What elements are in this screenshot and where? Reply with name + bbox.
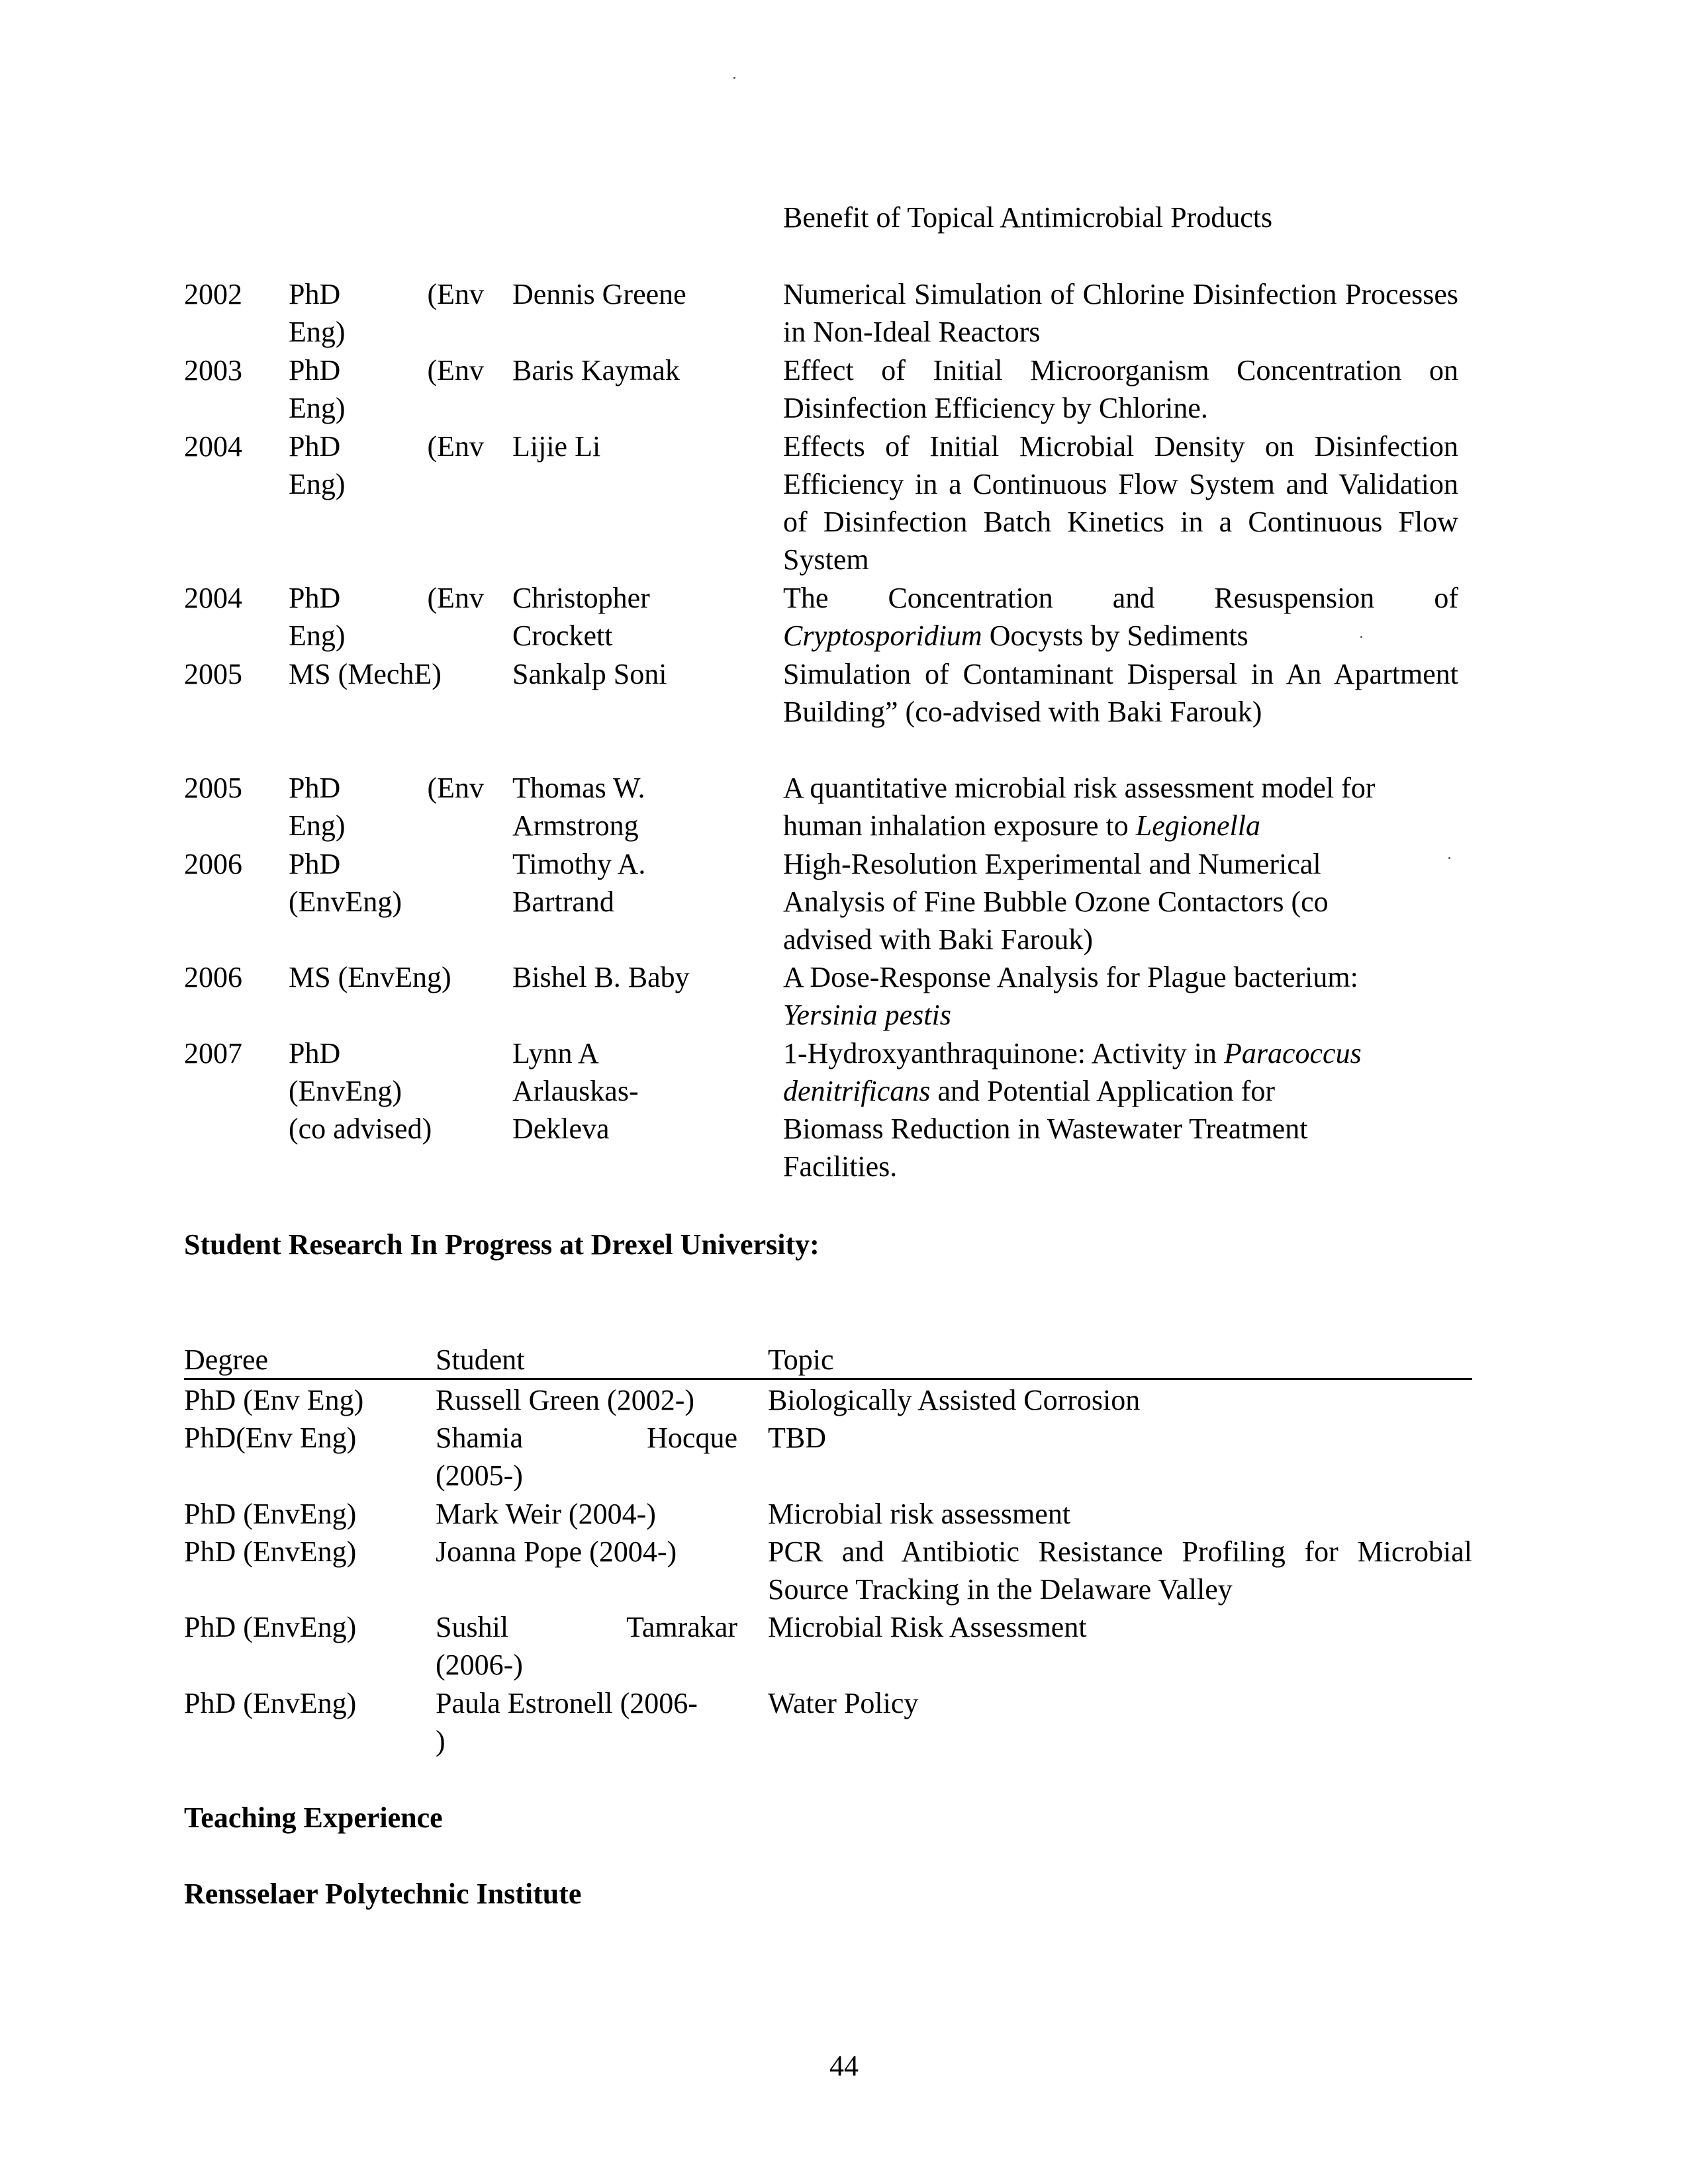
year-cell: 2004 xyxy=(184,582,242,614)
degree-text: (EnvEng) xyxy=(289,1075,402,1107)
column-header-student: Student xyxy=(436,1343,525,1376)
topic-text: human inhalation exposure to xyxy=(783,809,1136,842)
degree-text: PhD xyxy=(289,582,341,614)
topic-cell xyxy=(783,958,1458,1034)
student-name: Tamrakar xyxy=(626,1611,737,1643)
student-name: Shamia xyxy=(436,1422,523,1454)
subsection-heading: Rensselaer Polytechnic Institute xyxy=(184,1878,582,1910)
degree-cell: PhD (EnvEng) xyxy=(184,1498,357,1530)
organism-name: Cryptosporidium xyxy=(783,619,982,652)
degree-text: (Env xyxy=(427,354,484,387)
degree-text: Eng) xyxy=(289,809,346,842)
topic-cell: TBD xyxy=(768,1422,826,1454)
degree-cell xyxy=(289,428,484,503)
student-name: Lijie Li xyxy=(512,430,601,463)
degree-cell: PhD (EnvEng) xyxy=(184,1687,357,1719)
student-cell xyxy=(512,428,600,465)
student-cell xyxy=(512,351,680,389)
degree-cell: PhD (EnvEng) xyxy=(184,1611,357,1643)
degree-cell: PhD(Env Eng) xyxy=(184,1422,357,1454)
topic-line: A quantitative microbial risk assessment model for xyxy=(783,772,1376,804)
topic-text: Oocysts by Sediments xyxy=(982,619,1248,652)
student-name: Lynn A xyxy=(512,1037,599,1069)
student-years: ) xyxy=(436,1725,445,1757)
degree-text: (Env xyxy=(427,772,484,804)
topic-line: Facilities. xyxy=(783,1150,898,1183)
topic-line xyxy=(783,996,1458,1034)
topic-cell: Simulation of Contaminant Dispersal in An Apartment Building” (co-advised with Baki Farouk) xyxy=(783,658,1458,728)
degree-text: PhD xyxy=(289,848,341,880)
student-cell: Mark Weir (2004-) xyxy=(436,1498,656,1530)
topic-text: 1-Hydroxyanthraquinone: Activity in xyxy=(783,1037,1224,1069)
degree-text: PhD xyxy=(289,772,341,804)
student-name: Sushil xyxy=(436,1611,509,1643)
topic-cell: PCR and Antibiotic Resistance Profiling for Microbial Source Tracking in the Delaware Valley xyxy=(768,1535,1472,1606)
student-cell: Joanna Pope (2004-) xyxy=(436,1535,677,1568)
topic-line: A Dose-Response Analysis for Plague bacterium: xyxy=(783,961,1358,993)
student-name: Arlauskas- xyxy=(512,1075,639,1107)
section-heading: Teaching Experience xyxy=(184,1801,443,1834)
degree-text: (co advised) xyxy=(289,1113,432,1145)
degree-text: Eng) xyxy=(289,619,346,652)
topic-cell: Biologically Assisted Corrosion xyxy=(768,1384,1141,1416)
topic-cell: Effect of Initial Microorganism Concentration on Disinfection Efficiency by Chlorine. xyxy=(783,354,1458,424)
year-cell: 2002 xyxy=(184,278,242,310)
student-name: Paula Estronell (2006- xyxy=(436,1687,698,1719)
student-name: Armstrong xyxy=(512,809,639,842)
degree-cell: PhD (Env Eng) xyxy=(184,1384,364,1416)
student-cell xyxy=(436,1684,698,1760)
degree-text: Eng) xyxy=(289,316,346,348)
student-name: Christopher xyxy=(512,582,650,614)
student-years: (2006-) xyxy=(436,1649,523,1681)
degree-cell: PhD (EnvEng) xyxy=(184,1535,357,1568)
student-cell xyxy=(512,845,645,921)
student-years: (2005-) xyxy=(436,1459,523,1492)
degree-cell xyxy=(289,275,484,351)
year-cell: 2006 xyxy=(184,848,242,880)
page-number: 44 xyxy=(829,2050,859,2082)
organism-name: Paracoccus xyxy=(1224,1037,1362,1069)
topic-line: High-Resolution Experimental and Numerical xyxy=(783,848,1321,880)
student-name: Dennis Greene xyxy=(512,278,686,310)
degree-cell xyxy=(289,351,484,427)
column-header-topic: Topic xyxy=(768,1343,834,1376)
degree-text: PhD xyxy=(289,1037,341,1069)
scan-speck xyxy=(733,77,735,79)
topic-cell: Microbial risk assessment xyxy=(768,1498,1071,1530)
topic-cell: Water Policy xyxy=(768,1687,919,1719)
year-cell: 2005 xyxy=(184,658,242,690)
student-cell xyxy=(436,1608,737,1684)
degree-text: (Env xyxy=(427,278,484,310)
topic-cell: Microbial Risk Assessment xyxy=(768,1611,1087,1643)
header-rule xyxy=(184,1378,1472,1380)
student-name: Hocque xyxy=(647,1422,737,1454)
student-name: Crockett xyxy=(512,619,613,652)
organism-name: Yersinia pestis xyxy=(783,999,951,1031)
topic-cell xyxy=(783,769,1458,844)
continuation-title: Benefit of Topical Antimicrobial Products xyxy=(783,201,1273,234)
year-cell: 2005 xyxy=(184,772,242,804)
student-cell xyxy=(512,275,686,313)
degree-cell xyxy=(289,1034,432,1148)
degree-cell xyxy=(289,769,484,844)
topic-cell: Numerical Simulation of Chlorine Disinfection Processes in Non-Ideal Reactors xyxy=(783,278,1458,348)
degree-text: PhD xyxy=(289,430,341,463)
topic-line: Biomass Reduction in Wastewater Treatment xyxy=(783,1113,1308,1145)
section-heading: Student Research In Progress at Drexel University: xyxy=(184,1228,820,1261)
topic-line xyxy=(783,807,1458,844)
student-cell xyxy=(512,769,645,844)
topic-line xyxy=(783,1072,1458,1110)
topic-line xyxy=(783,1034,1458,1072)
organism-name: denitrificans xyxy=(783,1075,931,1107)
degree-text: PhD xyxy=(289,354,341,387)
topic-cell xyxy=(783,845,1458,958)
degree-text: Eng) xyxy=(289,392,346,424)
student-name: Sankalp Soni xyxy=(512,658,667,690)
student-name: Thomas W. xyxy=(512,772,645,804)
student-cell xyxy=(512,1034,639,1148)
degree-cell xyxy=(289,845,402,921)
topic-line: advised with Baki Farouk) xyxy=(783,923,1094,956)
year-cell: 2004 xyxy=(184,430,242,463)
topic-line xyxy=(783,617,1458,655)
student-name: Baris Kaymak xyxy=(512,354,680,387)
student-cell xyxy=(512,958,690,996)
degree-text: (Env xyxy=(427,582,484,614)
topic-line: The Concentration and Resuspension of xyxy=(783,582,1458,614)
organism-name: Legionella xyxy=(1135,809,1260,842)
topic-cell xyxy=(783,579,1458,655)
topic-line: Analysis of Fine Bubble Ozone Contactors (co xyxy=(783,886,1329,918)
year-cell: 2007 xyxy=(184,1037,242,1069)
student-cell: Russell Green (2002-) xyxy=(436,1384,695,1416)
topic-cell: Effects of Initial Microbial Density on Disinfection Efficiency in a Continuous Flow System and Validation of Disinfection Batch Kinetics in a Continuous Flow System xyxy=(783,430,1458,576)
degree-text: Eng) xyxy=(289,468,346,500)
degree-text: (Env xyxy=(427,430,484,463)
student-cell xyxy=(512,579,650,655)
year-cell: 2006 xyxy=(184,961,242,993)
degree-cell: MS (MechE) xyxy=(289,658,442,690)
student-name: Timothy A. xyxy=(512,848,646,880)
student-name: Dekleva xyxy=(512,1113,610,1145)
student-name: Bishel B. Baby xyxy=(512,961,690,993)
student-cell xyxy=(436,1419,737,1494)
topic-text: and Potential Application for xyxy=(930,1075,1276,1107)
column-header-degree: Degree xyxy=(184,1343,269,1376)
student-name: Bartrand xyxy=(512,886,614,918)
year-cell: 2003 xyxy=(184,354,242,387)
student-cell xyxy=(512,655,667,693)
degree-text: PhD xyxy=(289,278,341,310)
degree-cell xyxy=(289,579,484,655)
degree-cell: MS (EnvEng) xyxy=(289,961,451,993)
topic-cell xyxy=(783,1034,1458,1185)
degree-text: (EnvEng) xyxy=(289,886,402,918)
